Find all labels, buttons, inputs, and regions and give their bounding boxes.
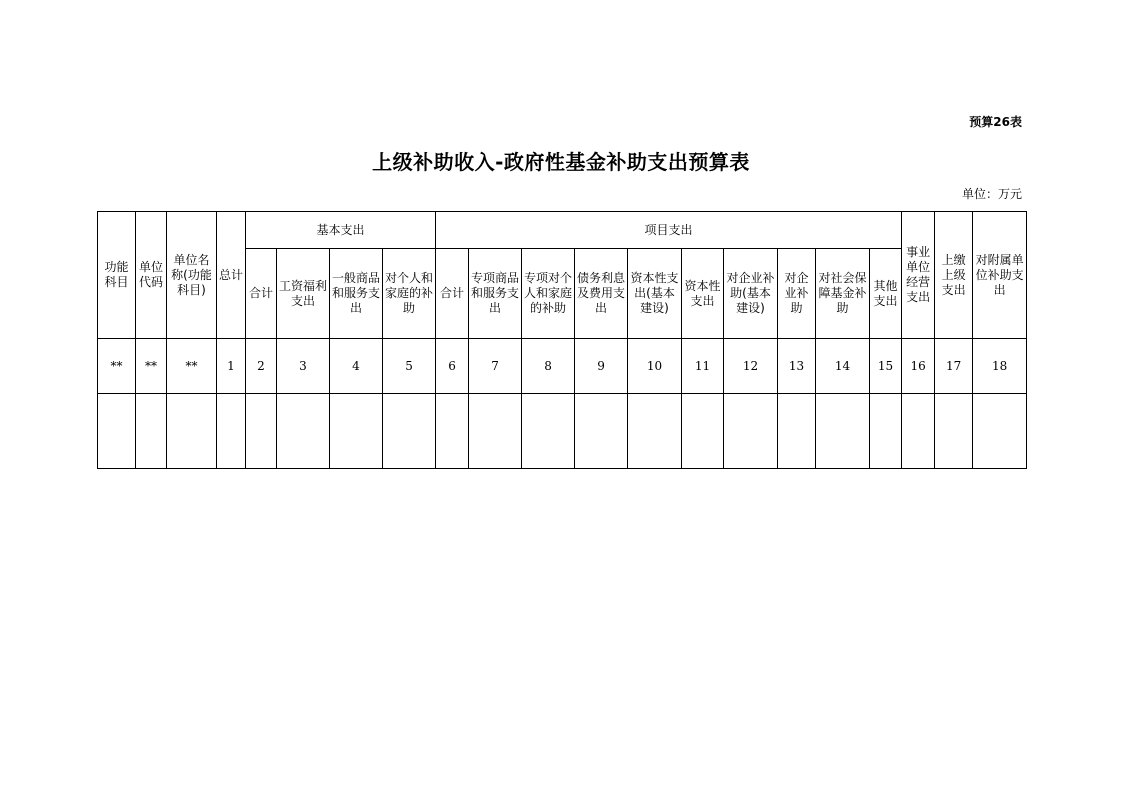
code-cell: 8 [522,339,575,394]
data-cell [217,394,246,469]
code-cell: 2 [246,339,277,394]
data-cell [98,394,136,469]
data-cell [330,394,383,469]
data-cell [436,394,469,469]
code-cell: ** [136,339,167,394]
header-project-capital: 资本性支出 [682,249,724,339]
header-basic-total: 合计 [246,249,277,339]
code-cell: 5 [383,339,436,394]
data-cell [469,394,522,469]
header-project-goods-services: 专项商品和服务支出 [469,249,522,339]
code-cell: 7 [469,339,522,394]
page-title: 上级补助收入-政府性基金补助支出预算表 [372,150,750,174]
code-cell: ** [98,339,136,394]
header-project-other: 其他支出 [870,249,902,339]
table-number: 预算26表 [969,115,1022,129]
data-cell [973,394,1027,469]
header-biz-ops: 事业单位经营支出 [902,212,935,339]
data-cell [167,394,217,469]
code-row [98,339,1027,394]
header-project-debt-interest: 债务利息及费用支出 [575,249,628,339]
header-basic-household-subsidy: 对个人和家庭的补助 [383,249,436,339]
data-cell [935,394,973,469]
empty-data-row [98,394,1027,469]
header-subsidy-affiliated: 对附属单位补助支出 [973,212,1027,339]
header-unit-code: 单位代码 [136,212,167,339]
data-cell [778,394,816,469]
data-cell [246,394,277,469]
header-basic-wages: 工资福利支出 [277,249,330,339]
code-cell: 13 [778,339,816,394]
code-cell: 17 [935,339,973,394]
data-cell [816,394,870,469]
header-total: 总计 [217,212,246,339]
code-cell: 3 [277,339,330,394]
data-cell [136,394,167,469]
data-cell [628,394,682,469]
code-cell: 9 [575,339,628,394]
code-cell: 4 [330,339,383,394]
header-basic-group: 基本支出 [246,212,436,249]
data-cell [575,394,628,469]
code-cell: 14 [816,339,870,394]
header-project-capital-construction: 资本性支出(基本建设) [628,249,682,339]
data-cell [682,394,724,469]
data-cell [522,394,575,469]
code-cell: 10 [628,339,682,394]
code-cell: 6 [436,339,469,394]
code-cell: 18 [973,339,1027,394]
code-cell: 11 [682,339,724,394]
header-project-total: 合计 [436,249,469,339]
header-remit-upper: 上缴上级支出 [935,212,973,339]
code-cell: 1 [217,339,246,394]
data-cell [724,394,778,469]
header-project-household-subsidy: 专项对个人和家庭的补助 [522,249,575,339]
header-project-enterprise-construction: 对企业补助(基本建设) [724,249,778,339]
data-cell [870,394,902,469]
code-cell: ** [167,339,217,394]
data-cell [277,394,330,469]
header-func-subject: 功能科目 [98,212,136,339]
data-cell [902,394,935,469]
budget-table [97,211,1027,469]
header-project-group: 项目支出 [436,212,902,249]
header-project-enterprise: 对企业补助 [778,249,816,339]
header-project-social-security: 对社会保障基金补助 [816,249,870,339]
header-unit-name: 单位名称(功能科目) [167,212,217,339]
data-cell [383,394,436,469]
code-cell: 16 [902,339,935,394]
header-basic-goods-services: 一般商品和服务支出 [330,249,383,339]
code-cell: 12 [724,339,778,394]
code-cell: 15 [870,339,902,394]
unit-label: 单位：万元 [961,187,1022,201]
